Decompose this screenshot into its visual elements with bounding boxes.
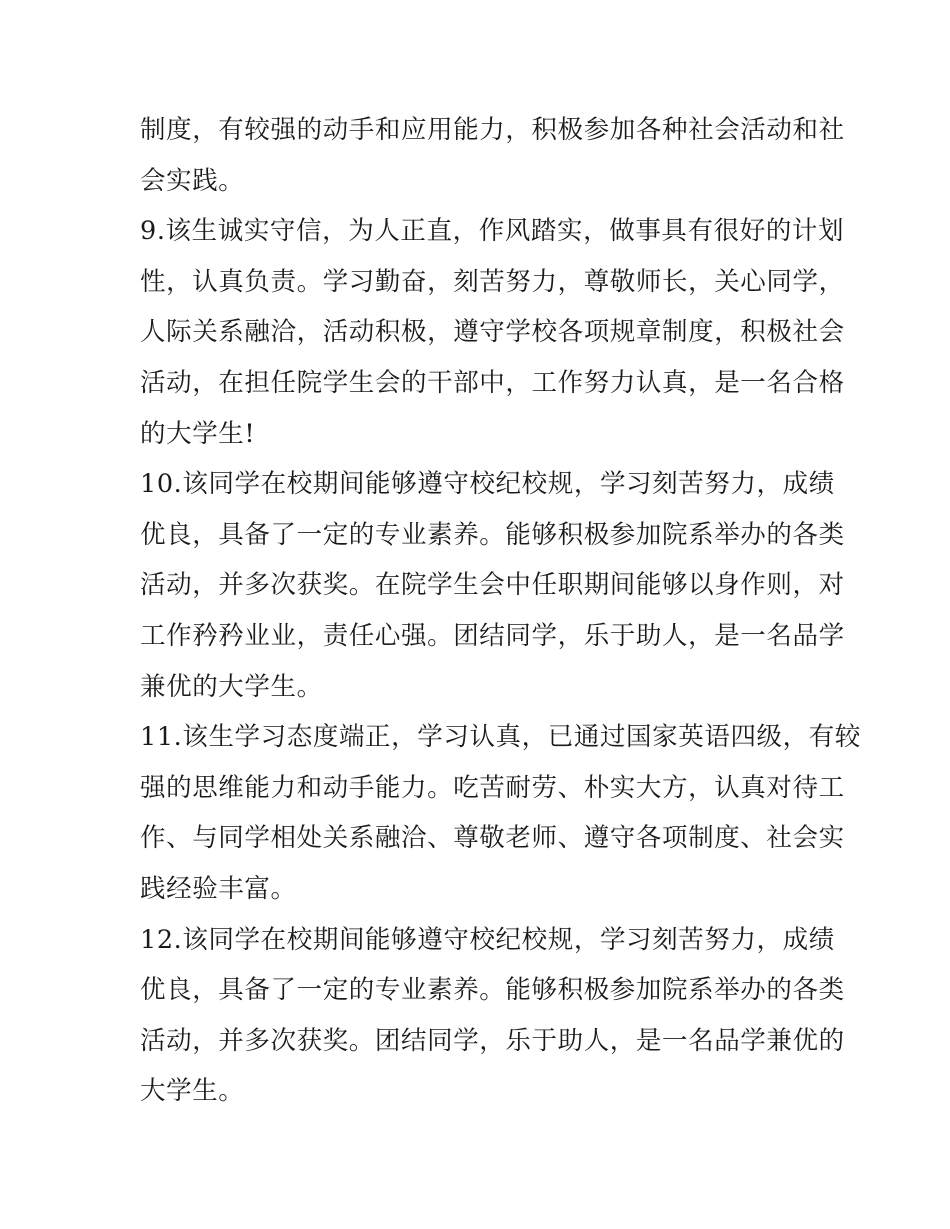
text-line: 制度，有较强的动手和应用能力，积极参加各种社会活动和社 bbox=[140, 115, 845, 145]
text-line: 11.该生学习态度端正，学习认真，已通过国家英语四级，有较 bbox=[140, 722, 861, 753]
text-line: 作、与同学相处关系融洽、尊敬老师、遵守各项制度、社会实 bbox=[140, 823, 845, 854]
text-line: 兼优的大学生。 bbox=[140, 671, 323, 702]
text-line: 大学生。 bbox=[140, 1076, 245, 1107]
text-line: 强的思维能力和动手能力。吃苦耐劳、朴实大方，认真对待工 bbox=[140, 772, 845, 803]
text-line: 践经验丰富。 bbox=[140, 873, 297, 904]
text-line: 的大学生! bbox=[140, 418, 256, 449]
text-line: 人际关系融洽，活动积极，遵守学校各项规章制度，积极社会 bbox=[140, 317, 845, 348]
document-body bbox=[140, 105, 861, 1117]
text-line: 活动，并多次获奖。团结同学，乐于助人，是一名品学兼优的 bbox=[140, 1025, 845, 1056]
text-line: 活动，在担任院学生会的干部中，工作努力认真，是一名合格 bbox=[140, 367, 845, 398]
text-line: 优良，具备了一定的专业素养。能够积极参加院系举办的各类 bbox=[140, 519, 845, 550]
text-line: 10.该同学在校期间能够遵守校纪校规，学习刻苦努力，成绩 bbox=[140, 469, 835, 500]
text-line: 9.该生诚实守信，为人正直，作风踏实，做事具有很好的计划 bbox=[140, 216, 845, 247]
text-line: 工作矜矜业业，责任心强。团结同学，乐于助人，是一名品学 bbox=[140, 620, 845, 651]
text-line: 优良，具备了一定的专业素养。能够积极参加院系举办的各类 bbox=[140, 975, 845, 1006]
text-line: 会实践。 bbox=[140, 165, 245, 196]
text-line: 12.该同学在校期间能够遵守校纪校规，学习刻苦努力，成绩 bbox=[140, 924, 835, 955]
text-line: 性，认真负责。学习勤奋，刻苦努力，尊敬师长，关心同学， bbox=[140, 266, 845, 297]
text-line: 活动，并多次获奖。在院学生会中任职期间能够以身作则，对 bbox=[140, 570, 845, 601]
